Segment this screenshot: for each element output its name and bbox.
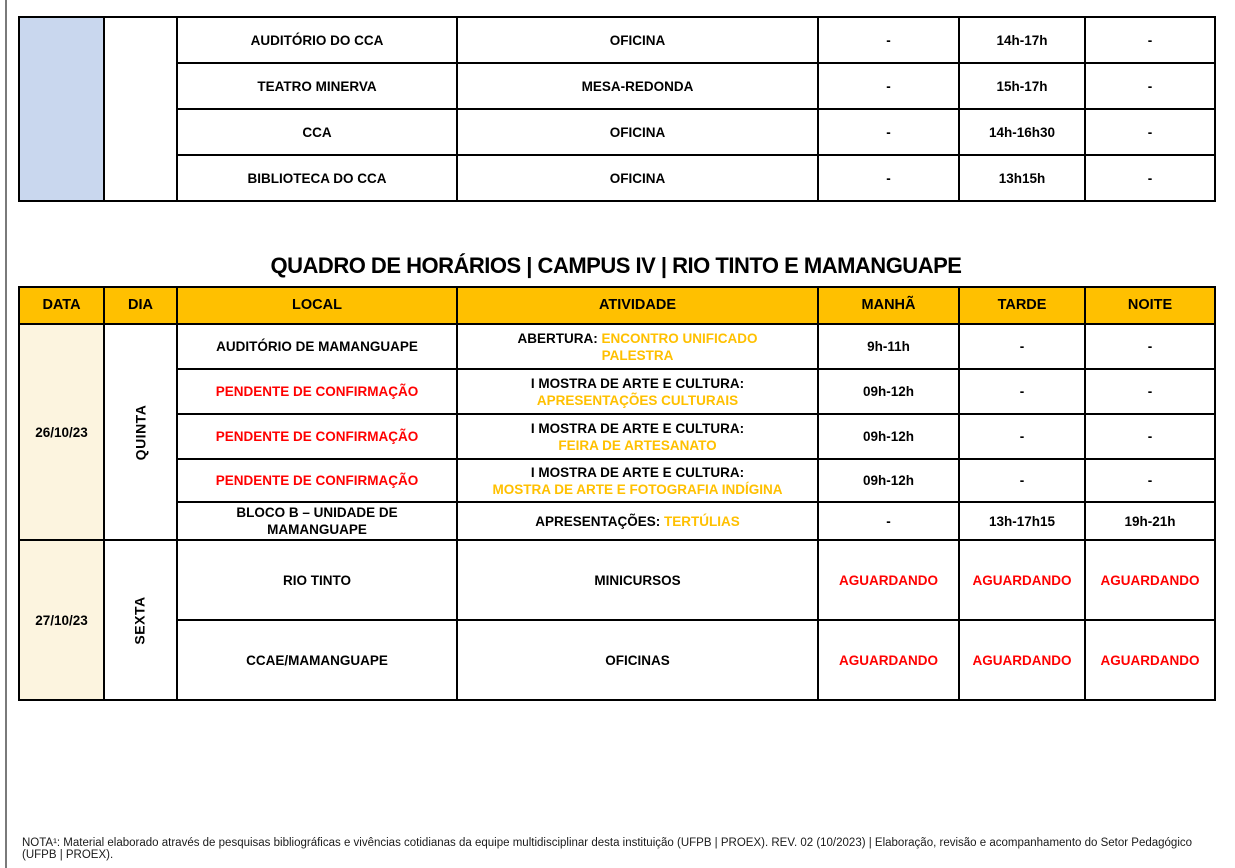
day-label-vertical: QUINTA [132, 404, 148, 460]
manha-cell: - [818, 17, 959, 63]
noite-cell: - [1085, 109, 1215, 155]
page-edge-line [5, 0, 7, 868]
table-row [19, 540, 1215, 620]
table-row [19, 17, 1215, 63]
noite-cell: 19h-21h [1085, 502, 1215, 540]
local-cell: BIBLIOTECA DO CCA [177, 155, 457, 201]
local-label: BLOCO B – UNIDADE DE MAMANGUAPE [236, 505, 398, 537]
table-row [19, 63, 1215, 109]
table-row [19, 620, 1215, 700]
local-cell: CCA [177, 109, 457, 155]
local-cell-pending: PENDENTE DE CONFIRMAÇÃO [177, 369, 457, 414]
atividade-label: ABERTURA: [517, 330, 602, 346]
local-cell [177, 502, 457, 540]
atividade-cell: OFICINA [457, 155, 818, 201]
atividade-highlight: APRESENTAÇÕES CULTURAIS [536, 392, 739, 408]
manha-cell: - [818, 63, 959, 109]
manha-cell: - [818, 155, 959, 201]
table-row [19, 109, 1215, 155]
local-cell: AUDITÓRIO DO CCA [177, 17, 457, 63]
manha-cell: 09h-12h [818, 414, 959, 459]
table-row [19, 459, 1215, 502]
date-cell: 26/10/23 [19, 324, 104, 540]
header-tarde: TARDE [959, 287, 1085, 324]
manha-cell-waiting: AGUARDANDO [818, 540, 959, 620]
tarde-cell: 14h-17h [959, 17, 1085, 63]
noite-cell-waiting: AGUARDANDO [1085, 620, 1215, 700]
day-cell [104, 324, 177, 540]
header-data: DATA [19, 287, 104, 324]
table-row [19, 369, 1215, 414]
noite-cell: - [1085, 414, 1215, 459]
atividade-cell [457, 369, 818, 414]
atividade-cell: OFICINA [457, 17, 818, 63]
tarde-cell-waiting: AGUARDANDO [959, 540, 1085, 620]
atividade-line [458, 330, 817, 347]
atividade-cell [457, 414, 818, 459]
atividade-cell [457, 324, 818, 369]
tarde-cell: 13h15h [959, 155, 1085, 201]
atividade-cell: OFICINAS [457, 620, 818, 700]
atividade-cell: MESA-REDONDA [457, 63, 818, 109]
header-manha: MANHÃ [818, 287, 959, 324]
manha-cell: 09h-12h [818, 459, 959, 502]
atividade-cell [457, 459, 818, 502]
noite-cell: - [1085, 324, 1215, 369]
header-dia: DIA [104, 287, 177, 324]
header-local: LOCAL [177, 287, 457, 324]
day-label-vertical: SEXTA [131, 595, 148, 645]
tarde-cell: 15h-17h [959, 63, 1085, 109]
noite-cell: - [1085, 459, 1215, 502]
atividade-cell [457, 502, 818, 540]
tarde-cell: 14h-16h30 [959, 109, 1085, 155]
atividade-label: I MOSTRA DE ARTE E CULTURA: [530, 420, 745, 436]
atividade-label: I MOSTRA DE ARTE E CULTURA: [530, 464, 745, 480]
tarde-cell: - [959, 414, 1085, 459]
date-cell: 27/10/23 [19, 540, 104, 700]
local-cell-pending: PENDENTE DE CONFIRMAÇÃO [177, 459, 457, 502]
manha-cell: - [818, 502, 959, 540]
day-cell [104, 540, 177, 700]
main-schedule-table [18, 286, 1216, 701]
footnote: NOTA¹: Material elaborado através de pesquisas bibliográficas e vivências cotidianas da equipe multidisciplinar desta instituição (UFPB | PROEX). REV. 02 (10/2023) | Elaboração, revisão e acompanhamento do Setor Pedagógico (UFPB | PROEX). [22, 837, 1193, 861]
table-row [19, 324, 1215, 369]
atividade-label: I MOSTRA DE ARTE E CULTURA: [530, 375, 745, 391]
local-cell-pending: PENDENTE DE CONFIRMAÇÃO [177, 414, 457, 459]
header-noite: NOITE [1085, 287, 1215, 324]
table-row [19, 155, 1215, 201]
tarde-cell: 13h-17h15 [959, 502, 1085, 540]
atividade-highlight: FEIRA DE ARTESANATO [558, 437, 717, 453]
table-row [19, 414, 1215, 459]
header-atividade: ATIVIDADE [457, 287, 818, 324]
atividade-highlight: MOSTRA DE ARTE E FOTOGRAFIA INDÍGINA [492, 481, 783, 497]
page-title: QUADRO DE HORÁRIOS | CAMPUS IV | RIO TINTO E MAMANGUAPE [270, 253, 962, 278]
manha-cell-waiting: AGUARDANDO [818, 620, 959, 700]
manha-cell: 09h-12h [818, 369, 959, 414]
tarde-cell: - [959, 324, 1085, 369]
local-cell: AUDITÓRIO DE MAMANGUAPE [177, 324, 457, 369]
noite-cell: - [1085, 155, 1215, 201]
atividade-highlight: PALESTRA [601, 347, 674, 363]
day-cell-empty [104, 17, 177, 201]
manha-cell: - [818, 109, 959, 155]
noite-cell: - [1085, 369, 1215, 414]
tarde-cell: - [959, 459, 1085, 502]
tarde-cell-waiting: AGUARDANDO [959, 620, 1085, 700]
atividade-highlight: TERTÚLIAS [664, 513, 740, 529]
local-cell: TEATRO MINERVA [177, 63, 457, 109]
noite-cell-waiting: AGUARDANDO [1085, 540, 1215, 620]
manha-cell: 9h-11h [818, 324, 959, 369]
noite-cell: - [1085, 17, 1215, 63]
atividade-highlight: ENCONTRO UNIFICADO [601, 330, 758, 346]
local-cell: RIO TINTO [177, 540, 457, 620]
date-cell-highlighted [19, 17, 104, 201]
top-schedule-table [18, 16, 1216, 202]
header-row [19, 287, 1215, 324]
atividade-cell: OFICINA [457, 109, 818, 155]
local-cell: CCAE/MAMANGUAPE [177, 620, 457, 700]
tarde-cell: - [959, 369, 1085, 414]
atividade-cell: MINICURSOS [457, 540, 818, 620]
document-body [18, 16, 1214, 701]
atividade-label: APRESENTAÇÕES: [535, 513, 664, 529]
table-row [19, 502, 1215, 540]
noite-cell: - [1085, 63, 1215, 109]
